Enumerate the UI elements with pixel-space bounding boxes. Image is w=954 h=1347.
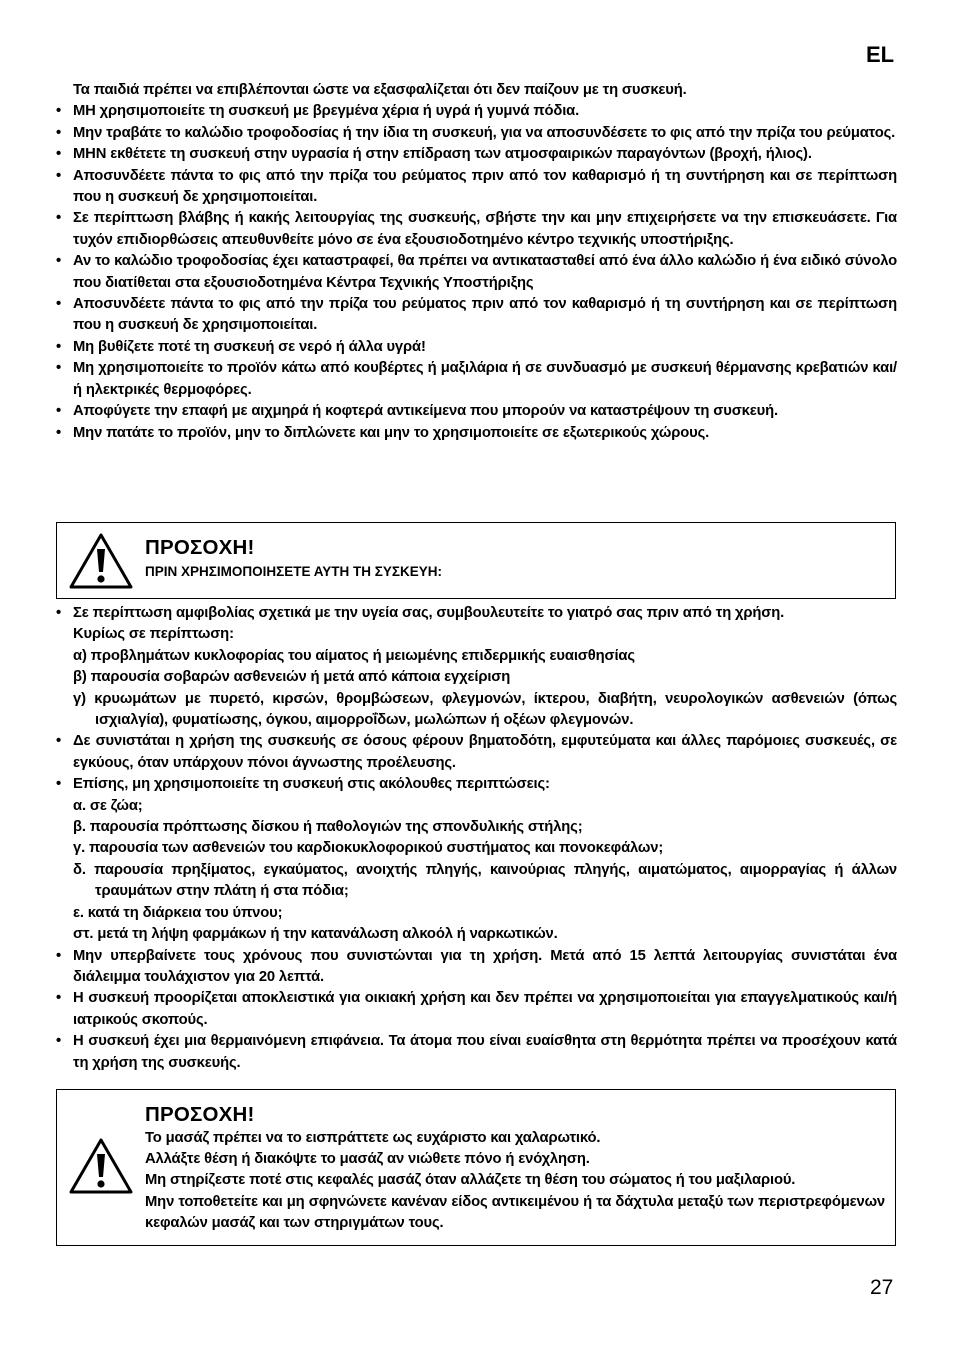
list-item: • ΜΗΝ εκθέτετε τη συσκευή στην υγρασία ή στην επίδραση των ατμοσφαιρικών παραγόντων (βροχή, ήλιος).	[56, 146, 812, 163]
warning-line: Αλλάξτε θέση ή διακόψτε το μασάζ αν νιώθετε πόνο ή ενόχληση.	[145, 1151, 590, 1168]
list-item: • Η συσκευή έχει μια θερμαινόμενη επιφάνεια. Τα άτομα που είναι ευαίσθητα στη θερμότητα πρέπει να προσέχουν κατά τη χρήση της συσκευής.	[56, 1033, 897, 1071]
list-item: • Μην τραβάτε το καλώδιο τροφοδοσίας ή την ίδια τη συσκευή, για να αποσυνδέσετε το φις από την πρίζα του ρεύματος.	[56, 124, 896, 141]
list-subitem: δ. παρουσία πρηξίματος, εγκαύματος, ανοιχτής πληγής, καινούριας πληγής, αιματώματος, αιμορραγίας ή άλλων τραυμάτων στην πλάτη ή στα πόδια;	[73, 861, 897, 900]
list-subitem: α) προβλημάτων κυκλοφορίας του αίματος ή μειωμένης επιδερμικής ευαισθησίας	[73, 647, 635, 664]
warning-line: Μην τοποθετείτε και μη σφηνώνετε κανέναν είδος αντικειμένου ή τα δάχτυλα μεταξύ των περιστρεφόμενων κεφαλών μασάζ και των στηριγμάτων τους.	[145, 1193, 885, 1231]
list-subitem: ε. κατά τη διάρκεια του ύπνου;	[73, 904, 283, 921]
safety-list-1	[55, 80, 897, 444]
warning-triangle-icon	[68, 1137, 134, 1195]
warning-text	[145, 1128, 885, 1234]
list-subitem: β. παρουσία πρόπτωσης δίσκου ή παθολογιών της σπονδυλικής στήλης;	[73, 819, 583, 836]
list-item: • Αποφύγετε την επαφή με αιχμηρά ή κοφτερά αντικείμενα που μπορούν να καταστρέψουν τη συσκευή.	[56, 403, 778, 420]
list-subitem: γ. παρουσία των ασθενειών του καρδιοκυκλοφορικού συστήματος και πονοκεφάλων;	[73, 840, 664, 857]
safety-list-2	[55, 603, 897, 1074]
list-item: • Αν το καλώδιο τροφοδοσίας έχει καταστραφεί, θα πρέπει να αντικατασταθεί από ένα άλλο καλώδιο ή ένα ειδικό σύνολο που διατίθεται στα εξουσιοδοτημένα Κέντρα Τεχνικής Υποστήριξης	[56, 253, 897, 291]
warning-triangle-icon	[68, 532, 134, 590]
list-subitem: α. σε ζώα;	[73, 797, 143, 814]
list-item: • Μην πατάτε το προϊόν, μην το διπλώνετε και μην το χρησιμοποιείτε σε εξωτερικούς χώρους.	[56, 424, 710, 441]
warning-line: Μη στηρίζεστε ποτέ στις κεφαλές μασάζ όταν αλλάζετε τη θέση του σώματος ή του μαξιλαριού.	[145, 1172, 796, 1189]
list-item: • Η συσκευή προορίζεται αποκλειστικά για οικιακή χρήση και δεν πρέπει να χρησιμοποιείται για επαγγελματικούς και/ή ιατρικούς σκοπούς.	[56, 990, 897, 1028]
list-item: • Μη βυθίζετε ποτέ τη συσκευή σε νερό ή άλλα υγρά!	[56, 338, 426, 355]
warning-subtitle: ΠΡΙΝ ΧΡΗΣΙΜΟΠΟΙΗΣΕΤΕ ΑΥΤΗ ΤΗ ΣΥΣΚΕΥΗ:	[145, 564, 442, 579]
list-subitem: γ) κρυωμάτων με πυρετό, κιρσών, θρομβώσεων, φλεγμονών, ίκτερου, διαβήτη, νευρολογικών ασθενειών (όπως ισχιαλγία), φυματίωσης, όγκου, αιμορροΐδων, μωλώπων ή οξέων φλεγμονών.	[73, 690, 897, 729]
list-item: • Σε περίπτωση αμφιβολίας σχετικά με την υγεία σας, συμβουλευτείτε το γιατρό σας πριν από τη χρήση.	[56, 605, 785, 621]
list-item: • Επίσης, μη χρησιμοποιείτε τη συσκευή στις ακόλουθες περιπτώσεις:	[56, 776, 550, 793]
list-subitem: στ. μετά τη λήψη φαρμάκων ή την κατανάλωση αλκοόλ ή ναρκωτικών.	[73, 926, 558, 943]
warning-line: Το μασάζ πρέπει να το εισπράττετε ως ευχάριστο και χαλαρωτικό.	[145, 1130, 601, 1146]
warning-box-2	[56, 1089, 896, 1246]
warning-title: ΠΡΟΣΟΧΗ!	[145, 536, 255, 559]
page-number: 27	[870, 1276, 894, 1299]
list-item: • Αποσυνδέετε πάντα το φις από την πρίζα του ρεύματος πριν από τον καθαρισμό ή τη συντήρηση και σε περίπτωση που η συσκευή δε χρησιμοποιείται.	[56, 167, 897, 206]
intro-text: Τα παιδιά πρέπει να επιβλέπονται ώστε να εξασφαλίζεται ότι δεν παίζουν με τη συσκευή.	[73, 82, 687, 98]
warning-title: ΠΡΟΣΟΧΗ!	[145, 1103, 255, 1126]
list-item: • Μην υπερβαίνετε τους χρόνους που συνιστώνται για τη χρήση. Μετά από 15 λεπτά λειτουργίας συνιστάται ένα διάλειμμα τουλάχιστον για 20 λεπτά.	[56, 947, 897, 985]
list-item: • Αποσυνδέετε πάντα το φις από την πρίζα του ρεύματος πριν από τον καθαρισμό ή τη συντήρηση και σε περίπτωση που η συσκευή δε χρησιμοποιείται.	[56, 296, 897, 334]
list-subitem: Κυρίως σε περίπτωση:	[73, 626, 234, 643]
language-code: EL	[866, 42, 895, 67]
list-item: • ΜΗ χρησιμοποιείτε τη συσκευή με βρεγμένα χέρια ή υγρά ή γυμνά πόδια.	[56, 103, 580, 120]
list-item: • Δε συνιστάται η χρήση της συσκευής σε όσους φέρουν βηματοδότη, εμφυτεύματα και άλλες παρόμοιες συσκευές, σε εγκύους, όταν υπάρχουν πόνοι άγνωστης προέλευσης.	[56, 733, 897, 771]
list-item: • Μη χρησιμοποιείτε το προϊόν κάτω από κουβέρτες ή μαξιλάρια ή σε συνδυασμό με συσκευή θέρμανσης κρεβατιών και/ή ηλεκτρικές θερμοφόρες.	[56, 360, 897, 398]
warning-box-1	[56, 522, 896, 599]
list-item: • Σε περίπτωση βλάβης ή κακής λειτουργίας της συσκευής, σβήστε την και μην επιχειρήσετε να την επισκευάσετε. Για τυχόν επιδιορθώσεις απευθυνθείτε μόνο σε ένα εξουσιοδοτημένο κέντρο τεχνικής υποστήριξης.	[56, 210, 897, 248]
list-subitem: β) παρουσία σοβαρών ασθενειών ή μετά από κάποια εγχείριση	[73, 669, 511, 686]
